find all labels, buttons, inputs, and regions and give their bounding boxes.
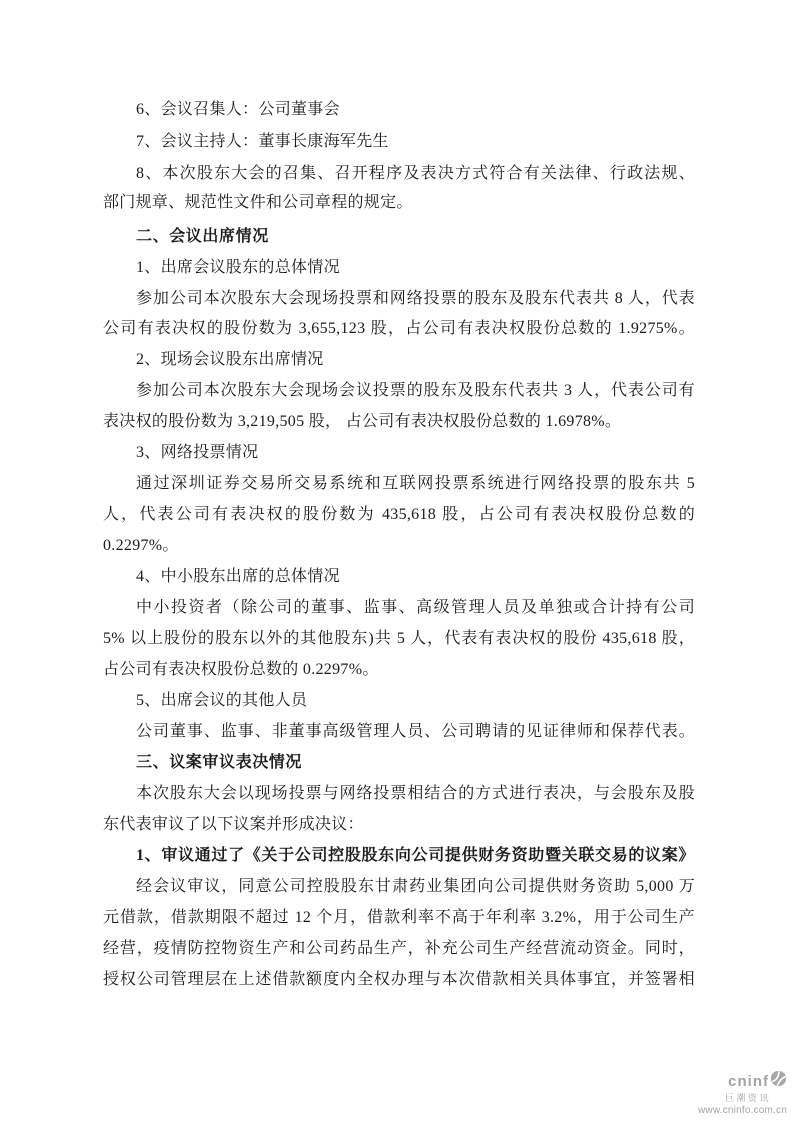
document-line: 0.2297%。 <box>103 537 179 554</box>
cninfo-logo-text: cninf <box>728 1073 769 1090</box>
document-line: 5、出席会议的其他人员 <box>136 692 308 709</box>
document-line: 三、议案审议表决情况 <box>136 754 303 771</box>
document-line: 7、会议主持人：董事长康海军先生 <box>136 133 389 150</box>
document-line: 通过深圳证券交易所交易系统和互联网投票系统进行网络投票的股东共 5 <box>136 475 695 492</box>
document-line: 经营，疫情防控物资生产和公司药品生产，补充公司生产经营流动资金。同时， <box>103 940 695 957</box>
document-line: 公司有表决权的股份数为 3,655,123 股，占公司有表决权股份总数的 1.9275%。 <box>103 320 695 337</box>
document-line: 5% 以上股份的股东以外的其他股东)共 5 人，代表有表决权的股份 435,618 股， <box>103 630 695 647</box>
document-line: 6、会议召集人：公司董事会 <box>136 101 340 118</box>
document-line: 1、出席会议股东的总体情况 <box>136 259 340 276</box>
document-line: 4、中小股东出席的总体情况 <box>136 568 340 585</box>
cninfo-watermark <box>698 1071 787 1116</box>
document-line: 公司董事、监事、非董事高级管理人员、公司聘请的见证律师和保荐代表。 <box>136 723 695 740</box>
cninfo-caption: 巨潮资讯 <box>724 1093 771 1103</box>
document-line: 3、网络投票情况 <box>136 444 259 461</box>
document-line: 8、本次股东大会的召集、召开程序及表决方式符合有关法律、行政法规、 <box>136 165 695 182</box>
document-line: 表决权的股份数为 3,219,505 股， 占公司有表决权股份总数的 1.6978%。 <box>103 413 622 430</box>
cninfo-logo <box>698 1071 787 1092</box>
document-line: 占公司有表决权股份总数的 0.2297%。 <box>103 661 379 678</box>
document-line: 1、审议通过了《关于公司控股股东向公司提供财务资助暨关联交易的议案》 <box>136 847 695 864</box>
document-line: 东代表审议了以下议案并形成决议： <box>103 816 364 833</box>
document-body <box>103 0 695 1122</box>
document-line: 参加公司本次股东大会现场投票和网络投票的股东及股东代表共 8 人，代表 <box>136 290 695 307</box>
document-line: 经会议审议，同意公司控股股东甘肃药业集团向公司提供财务资助 5,000 万 <box>136 878 695 895</box>
cninfo-swirl-icon <box>770 1070 787 1091</box>
document-line: 元借款，借款期限不超过 12 个月，借款利率不高于年利率 3.2%，用于公司生产 <box>103 909 695 926</box>
document-line: 人，代表公司有表决权的股份数为 435,618 股，占公司有表决权股份总数的 <box>103 506 695 523</box>
cninfo-url: www.cninfo.com.cn <box>698 1105 787 1116</box>
document-line: 部门规章、规范性文件和公司章程的规定。 <box>103 194 413 211</box>
document-line: 2、现场会议股东出席情况 <box>136 351 324 368</box>
document-line: 中小投资者（除公司的董事、监事、高级管理人员及单独或合计持有公司 <box>136 599 695 616</box>
document-line: 授权公司管理层在上述借款额度内全权办理与本次借款相关具体事宜，并签署相 <box>103 971 695 988</box>
document-line: 二、会议出席情况 <box>136 228 269 245</box>
document-line: 参加公司本次股东大会现场会议投票的股东及股东代表共 3 人，代表公司有 <box>136 382 695 399</box>
document-line: 本次股东大会以现场投票与网络投票相结合的方式进行表决，与会股东及股 <box>136 785 695 802</box>
